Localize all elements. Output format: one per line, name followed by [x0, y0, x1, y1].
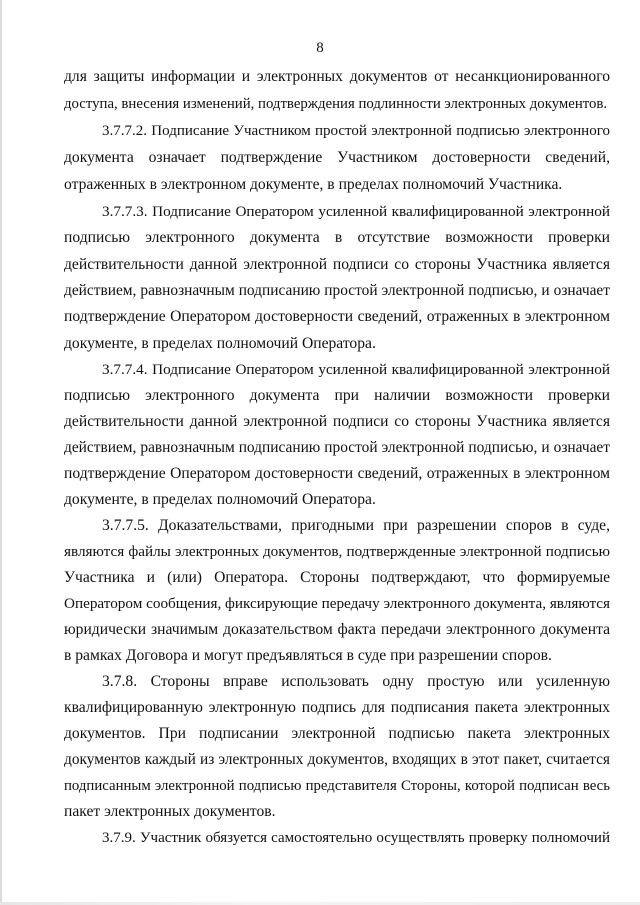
page-number: 8 [316, 40, 324, 56]
text-line: подписью электронного документа в отсутствие возможности проверки [64, 229, 610, 246]
paragraph-first-line: 3.7.7.4. Подписание Оператором усиленной квалифицированной электронной [102, 361, 610, 378]
text-line: документе, в пределах полномочий Оператора. [64, 335, 376, 352]
text-line: для защиты информации и электронных документов от несанкционированного [64, 68, 610, 85]
text-line: Участника и (или) Оператора. Стороны подтверждают, что формируемые [64, 569, 610, 586]
text-line: действительности данной электронной подписи со стороны Участника является [64, 256, 610, 273]
text-line: подтверждение Оператором достоверности сведений, отраженных в электронном [64, 308, 610, 325]
text-line: документе, в пределах полномочий Оператора. [64, 491, 376, 508]
text-line: подтверждение Оператором достоверности сведений, отраженных в электронном [64, 465, 610, 482]
text-line: документов каждый из электронных документов, входящих в этот пакет, считается [64, 751, 610, 768]
text-line: документов. При подписании электронной подписью пакета электронных [64, 725, 610, 742]
text-line: пакет электронных документов. [64, 803, 276, 820]
paragraph-first-line: 3.7.7.3. Подписание Оператором усиленной квалифицированной электронной [102, 203, 610, 220]
text-line: подписью электронного документа при наличии возможности проверки [64, 387, 610, 404]
scan-edge [0, 0, 2, 905]
text-line: действием, равнозначным подписанию простой электронной подписью, и означает [64, 282, 610, 299]
paragraph-first-line: 3.7.7.5. Доказательствами, пригодными при разрешении споров в суде, [102, 517, 610, 534]
text-line: Оператором сообщения, фиксирующие передачу электронного документа, являются [64, 595, 611, 612]
text-line: в рамках Договора и могут предъявляться в суде при разрешении споров. [64, 647, 552, 664]
paragraph-first-line: 3.7.9. Участник обязуется самостоятельно осуществлять проверку полномочий [102, 830, 610, 846]
text-line: квалифицированную электронную подпись для подписания пакета электронных [64, 699, 610, 716]
text-line: являются файлы электронных документов, подтвержденные электронной подписью [64, 543, 610, 560]
text-line: действием, равнозначным подписанию простой электронной подписью, и означает [64, 439, 610, 456]
text-line: действительности данной электронной подписи со стороны Участника является [64, 413, 610, 430]
text-line: подписанным электронной подписью представителя Стороны, которой подписан весь [64, 778, 610, 794]
text-line: документа означает подтверждение Участником достоверности сведений, [64, 149, 610, 166]
paragraph-first-line: 3.7.7.2. Подписание Участником простой электронной подписью электронного [102, 123, 610, 139]
text-line: доступа, внесения изменений, подтверждения подлинности электронных документов. [64, 96, 608, 112]
text-line: отраженных в электронном документе, в пределах полномочий Участника. [64, 176, 563, 193]
paragraph-first-line: 3.7.8. Стороны вправе использовать одну простую или усиленную [102, 673, 610, 690]
text-line: юридически значимым доказательством факта передачи электронного документа [64, 621, 610, 638]
